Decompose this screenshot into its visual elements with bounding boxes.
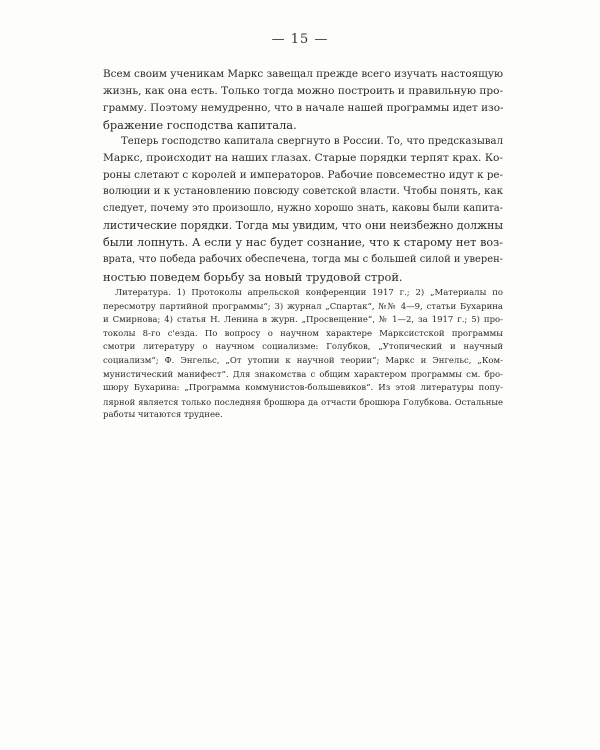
text-line: ностью поведем борьбу за новый трудовой строй. — [103, 269, 403, 284]
text-line: Маркс, происходит на наших глазах. Старые порядки терпят крах. Ко- — [103, 152, 503, 165]
literature-line: токолы 8-го с'езда. По вопросу о научном характере Марксистской программы — [103, 328, 503, 339]
text-line: грамму. Поэтому немудренно, что в начале нашей программы идет изо- — [103, 101, 504, 114]
text-line: следует, почему это произошло, нужно хорошо знать, каковы были капита- — [103, 203, 503, 215]
literature-line: социализм“; Ф. Энгельс, „От утопии к научной теории“; Маркс и Энгельс, „Ком- — [103, 355, 503, 366]
text-line: врата, что победа рабочих обеспечена, тогда мы с большей силой и уверен- — [103, 253, 503, 265]
page-number: — 15 — — [271, 32, 329, 47]
text-line: Теперь господство капитала свергнуто в России. То, что предсказывал — [121, 135, 503, 147]
text-line: были лопнуть. А если у нас будет сознание, что к старому нет воз- — [103, 235, 503, 249]
text-line: волюции и к установлению повсюду советской власти. Чтобы понять, как — [103, 186, 503, 198]
main-text — [103, 66, 503, 286]
text-line: бражение господства капитала. — [103, 117, 297, 132]
literature-line: лярной является только последняя брошюра да отчасти брошюра Голубкова. Остальные — [103, 396, 503, 407]
literature-line: работы читаются труднее. — [103, 410, 223, 421]
literature-line: пересмотру партийной программы“; 3) журнал „Спартак“, №№ 4—9, статьи Бухарина — [103, 301, 503, 312]
literature-line: смотри литературу о научном социализме: Голубков, „Утопический и научный — [103, 342, 503, 353]
literature-section — [103, 287, 503, 423]
literature-line: и Смирнова; 4) статья Н. Ленина в журн. „Просвещение“, № 1—2, за 1917 г.; 5) про- — [103, 315, 503, 326]
text-line: роны слетают с королей и императоров. Рабочие повсеместно идут к ре- — [103, 169, 503, 182]
literature-line: Литература. 1) Протоколы апрельской конференции 1917 г.; 2) „Материалы по — [115, 288, 503, 298]
literature-line: шюру Бухарина: „Программа коммунистов-большевиков“. Из этой литературы попу- — [103, 383, 503, 394]
text-line: жизнь, как она есть. Только тогда можно построить и правильную про- — [103, 84, 503, 97]
text-line: Всем своим ученикам Маркс завещал прежде всего изучать настоящую — [103, 68, 503, 80]
literature-line: мунистический манифест“. Для знакомства с общим характером программы см. бро- — [103, 369, 503, 380]
text-line: листические порядки. Тогда мы увидим, что они неизбежно должны — [103, 219, 503, 233]
